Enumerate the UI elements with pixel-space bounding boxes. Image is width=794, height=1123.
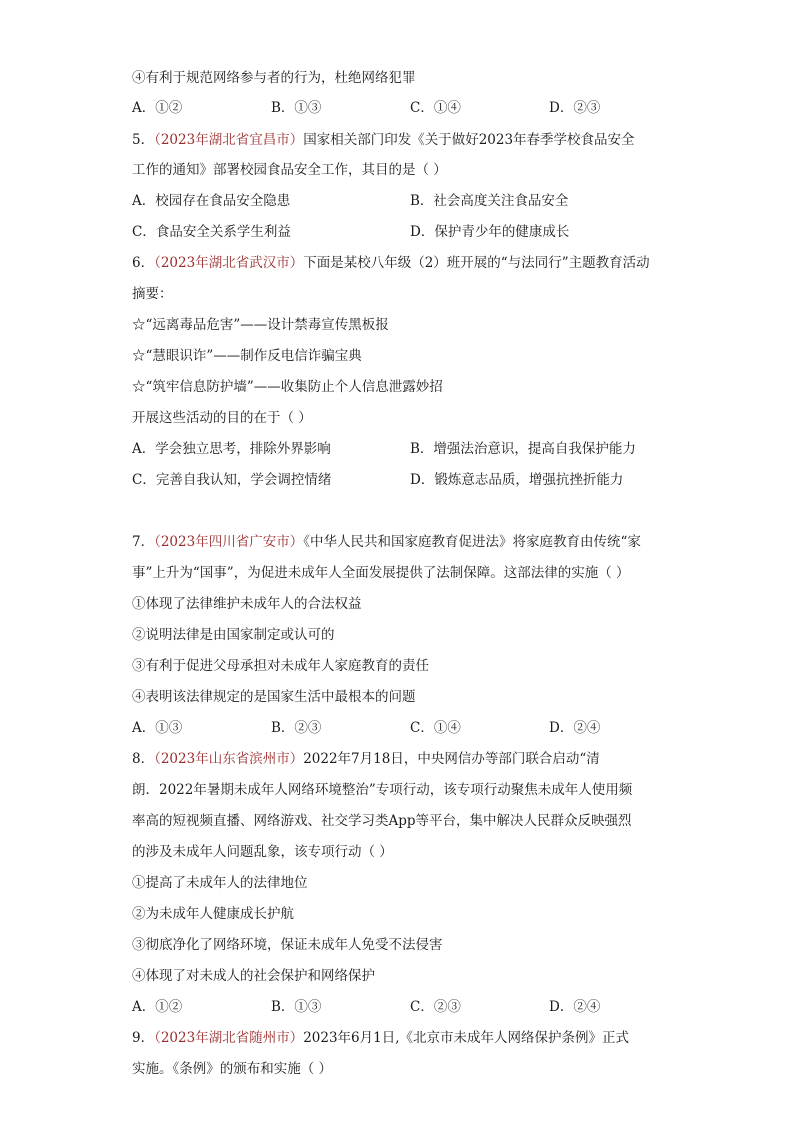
option-b[interactable]: B．增强法治意识，提高自我保护能力 [410,441,636,457]
statement-2: ②为未成年人健康成长护航 [132,906,294,922]
option-c[interactable]: C．①④ [410,100,461,116]
q8-stem-cont: 的涉及未成年人问题乱象，该专项行动（ ） [132,844,393,860]
options-row [132,718,694,738]
q8-stem-cont: 率高的短视频直播、网络游戏、社交学习类App等平台，集中解决人民群众反映强烈 [132,813,632,829]
statement-4: ④表明该法律规定的是国家生活中最根本的问题 [132,689,416,705]
option-b[interactable]: B．①③ [271,999,322,1015]
q6-question: 开展这些活动的目的在于（ ） [132,410,312,426]
activity-item: ☆“远离毒品危害”——设计禁毒宣传黑板报 [132,317,389,333]
option-c[interactable]: C．完善自我认知，学会调控情绪 [132,472,332,488]
option-b[interactable]: B．②③ [271,720,322,736]
option-c[interactable]: C．食品安全关系学生利益 [132,224,291,240]
option-c[interactable]: C．②③ [410,999,461,1015]
option-a[interactable]: A．①③ [132,720,183,736]
activity-item: ☆“筑牢信息防护墙”——收集防止个人信息泄露妙招 [132,379,443,395]
q8-stem: 8．（2023年山东省滨州市）2022年7月18日，中央网信办等部门联合启动“清 [132,751,600,767]
option-a[interactable]: A．①② [132,100,183,116]
option-d[interactable]: D．②④ [549,720,601,736]
statement-1: ①体现了法律维护未成年人的合法权益 [132,596,362,612]
option-a[interactable]: A．学会独立思考，排除外界影响 [132,441,331,457]
question-number: 7． [132,534,155,550]
statement-3: ③有利于促进父母承担对未成年人家庭教育的责任 [132,658,429,674]
options-row [132,191,694,211]
question-number: 9． [132,1030,155,1046]
q9-stem: 9．（2023年湖北省随州市）2023年6月1日,《北京市未成年人网络保护条例》正式 [132,1030,630,1046]
q5-stem-cont: 工作的通知》部署校园食品安全工作，其目的是（ ） [132,162,447,178]
q9-stem-cont: 实施。《条例》的颁布和实施（ ） [132,1061,333,1077]
option-a[interactable]: A．校园存在食品安全隐患 [132,193,291,209]
options-row [132,997,694,1017]
options-row [132,439,694,459]
options-row [132,222,694,242]
activity-item: ☆“慧眼识诈”——制作反电信诈骗宝典 [132,348,362,364]
statement-2: ②说明法律是由国家制定或认可的 [132,627,335,643]
statement-4: ④体现了对未成人的社会保护和网络保护 [132,968,375,984]
statement-1: ①提高了未成年人的法律地位 [132,875,308,891]
q6-stem-cont: 摘要： [132,286,173,302]
q6-stem: 6．（2023年湖北省武汉市）下面是某校八年级（2）班开展的“与法同行”主题教育活动 [132,255,650,271]
option-d[interactable]: D．②③ [549,100,601,116]
q8-stem-cont: 朗．2022年暑期未成年人网络环境整治”专项行动，该专项行动聚焦未成年人使用频 [132,782,633,798]
option-d[interactable]: D．②④ [549,999,601,1015]
question-source: （2023年湖北省随州市） [154,1030,304,1046]
option-a[interactable]: A．①② [132,999,183,1015]
question-number: 8． [132,751,155,767]
option-d[interactable]: D．保护青少年的健康成长 [410,224,570,240]
question-number: 6． [132,255,155,271]
option-b[interactable]: B．社会高度关注食品安全 [410,193,569,209]
q7-stem-cont: 事”上升为“国事”，为促进未成年人全面发展提供了法制保障。这部法律的实施（ ） [132,565,630,581]
option-d[interactable]: D．锻炼意志品质，增强抗挫折能力 [410,472,624,488]
question-source: （2023年湖北省武汉市） [154,255,304,271]
question-source: （2023年山东省滨州市） [154,751,304,767]
question-source: （2023年湖北省宜昌市） [154,132,304,148]
options-row [132,470,694,490]
options-row [132,98,694,118]
question-source: （2023年四川省广安市） [154,534,304,550]
option-b[interactable]: B．①③ [271,100,322,116]
statement-4: ④有利于规范网络参与者的行为，杜绝网络犯罪 [132,70,416,86]
q7-stem: 7．（2023年四川省广安市）《中华人民共和国家庭教育促进法》将家庭教育由传统“家 [132,534,641,550]
question-number: 5． [132,132,155,148]
q5-stem: 5．（2023年湖北省宜昌市）国家相关部门印发《关于做好2023年春季学校食品安全 [132,132,635,148]
statement-3: ③彻底净化了网络环境，保证未成年人免受不法侵害 [132,937,443,953]
option-c[interactable]: C．①④ [410,720,461,736]
